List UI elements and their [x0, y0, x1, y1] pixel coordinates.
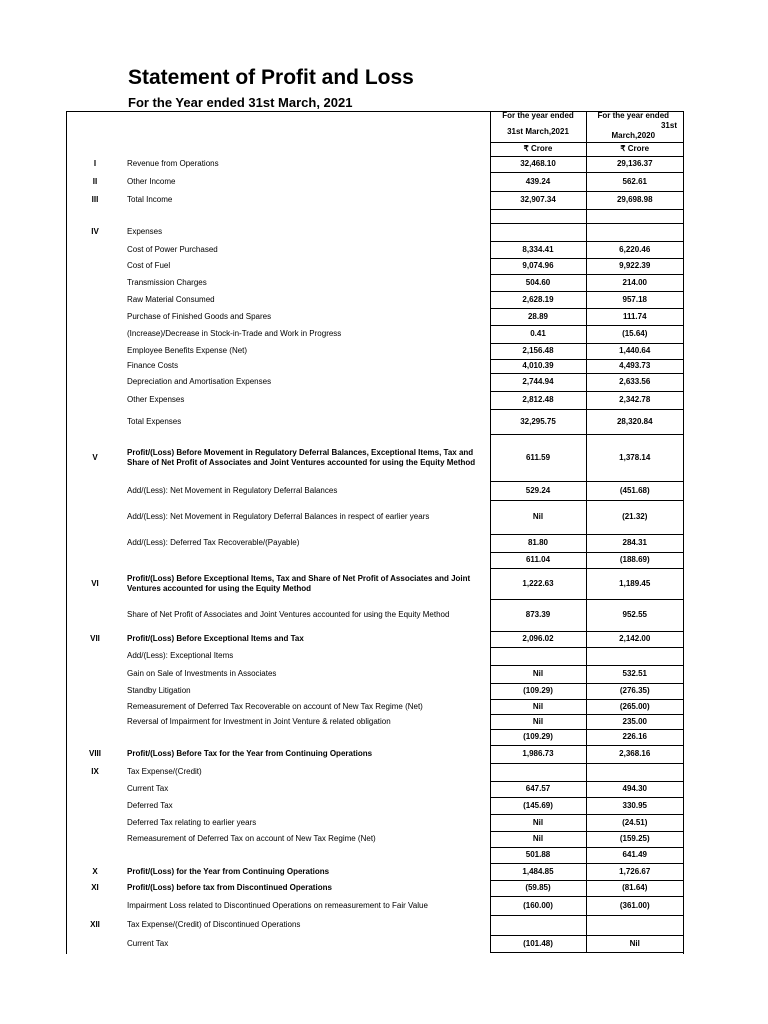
row-particulars: Current Tax — [127, 784, 169, 793]
header-previous-line1: For the year ended — [597, 111, 670, 120]
row-number — [66, 896, 124, 915]
table-row — [66, 481, 683, 500]
row-current-value: 32,907.34 — [490, 191, 586, 209]
unit-current: ₹ Crore — [490, 142, 586, 156]
row-previous-value: (451.68) — [586, 481, 683, 500]
row-number — [66, 209, 124, 223]
row-previous-value: 29,698.98 — [586, 191, 683, 209]
row-previous-value: 494.30 — [586, 781, 683, 797]
row-number — [66, 831, 124, 847]
row-current-value: 8,334.41 — [490, 241, 586, 258]
table-row — [66, 359, 683, 373]
row-particulars: Raw Material Consumed — [127, 294, 215, 304]
row-number: III — [91, 195, 99, 204]
row-particulars: Profit/(Loss) Before Tax for the Year from Continuing Operations — [127, 749, 373, 758]
row-particulars — [124, 209, 490, 223]
table-row — [66, 500, 683, 534]
table-row — [66, 552, 683, 568]
header-previous-line3: March,2020 — [611, 131, 656, 140]
row-number — [66, 683, 124, 699]
header-current-line1: For the year ended — [502, 111, 574, 120]
page-title: Statement of Profit and Loss — [128, 66, 414, 89]
row-number — [66, 552, 124, 568]
table-row — [66, 763, 683, 781]
table-row — [66, 156, 683, 172]
table-row — [66, 599, 683, 631]
table-row — [66, 373, 683, 391]
row-current-value: 2,744.94 — [490, 373, 586, 391]
row-particulars: Cost of Fuel — [127, 261, 171, 270]
row-previous-value: 1,440.64 — [586, 343, 683, 359]
row-particulars: Add/(Less): Net Movement in Regulatory Deferral Balances — [127, 485, 338, 495]
row-number — [66, 599, 124, 631]
row-current-value — [490, 223, 586, 241]
row-current-value: 32,295.75 — [490, 409, 586, 434]
row-particulars: Reversal of Impairment for Investment in Joint Venture & related obligation — [127, 716, 391, 726]
row-particulars: Expenses — [127, 227, 163, 236]
table-row — [66, 935, 683, 952]
row-previous-value: (81.64) — [586, 880, 683, 896]
table-row — [66, 831, 683, 847]
row-particulars: Revenue from Operations — [127, 159, 219, 168]
row-number: V — [92, 452, 98, 462]
row-number: IV — [91, 227, 99, 236]
row-current-value: (145.69) — [490, 797, 586, 814]
row-particulars: Tax Expense/(Credit) of Discontinued Operations — [127, 920, 301, 929]
table-row — [66, 209, 683, 223]
row-previous-value — [586, 763, 683, 781]
row-number — [66, 481, 124, 500]
row-previous-value: Nil — [586, 935, 683, 952]
row-number — [66, 241, 124, 258]
table-row — [66, 391, 683, 409]
table-row — [66, 274, 683, 291]
row-particulars: Tax Expense/(Credit) — [127, 767, 202, 776]
row-previous-value: (24.51) — [586, 814, 683, 831]
row-particulars: Cost of Power Purchased — [127, 244, 218, 254]
row-previous-value: 2,342.78 — [586, 391, 683, 409]
row-current-value: 611.59 — [490, 434, 586, 481]
table-row — [66, 291, 683, 308]
row-previous-value: 532.51 — [586, 665, 683, 683]
row-current-value: 0.41 — [490, 325, 586, 343]
row-previous-value: 111.74 — [586, 308, 683, 325]
table-row — [66, 863, 683, 880]
row-particulars: Purchase of Finished Goods and Spares — [127, 311, 272, 321]
row-particulars — [124, 847, 490, 863]
row-number: VI — [91, 578, 99, 588]
row-number — [66, 373, 124, 391]
row-previous-value — [586, 915, 683, 935]
table-row — [66, 631, 683, 647]
row-current-value: 501.88 — [490, 847, 586, 863]
row-previous-value: 562.61 — [586, 172, 683, 191]
row-number: VIII — [88, 749, 101, 758]
row-current-value: 28.89 — [490, 308, 586, 325]
table-row — [66, 308, 683, 325]
row-number — [66, 391, 124, 409]
table-row — [66, 325, 683, 343]
row-particulars: Add/(Less): Exceptional Items — [127, 651, 234, 660]
row-number — [66, 814, 124, 831]
row-current-value: 504.60 — [490, 274, 586, 291]
row-previous-value: 235.00 — [586, 714, 683, 729]
row-previous-value: 226.16 — [586, 729, 683, 745]
table-row — [66, 880, 683, 896]
table-row — [66, 814, 683, 831]
row-number — [66, 291, 124, 308]
row-particulars: Impairment Loss related to Discontinued Operations on remeasurement to Fair Value — [127, 900, 428, 910]
row-particulars: Add/(Less): Net Movement in Regulatory Deferral Balances in respect of earlier years — [127, 512, 430, 521]
row-previous-value: 6,220.46 — [586, 241, 683, 258]
row-current-value: 2,096.02 — [490, 631, 586, 647]
table-row — [66, 915, 683, 935]
row-particulars: Deferred Tax relating to earlier years — [127, 817, 257, 827]
row-number: VII — [90, 634, 100, 643]
row-current-value: Nil — [490, 500, 586, 534]
row-previous-value: 4,493.73 — [586, 359, 683, 373]
row-particulars: Depreciation and Amortisation Expenses — [127, 377, 272, 386]
row-current-value: (109.29) — [490, 729, 586, 745]
row-current-value: Nil — [490, 699, 586, 714]
row-particulars: (Increase)/Decrease in Stock-in-Trade and Work in Progress — [127, 329, 342, 338]
row-previous-value: 952.55 — [586, 599, 683, 631]
table-row — [66, 223, 683, 241]
row-previous-value: 214.00 — [586, 274, 683, 291]
row-previous-value: (15.64) — [586, 325, 683, 343]
row-previous-value: (21.32) — [586, 500, 683, 534]
profit-loss-table — [66, 111, 683, 953]
row-previous-value: 284.31 — [586, 534, 683, 552]
row-number — [66, 258, 124, 274]
table-row — [66, 665, 683, 683]
table-row — [66, 191, 683, 209]
unit-previous: ₹ Crore — [586, 142, 683, 156]
row-number — [66, 665, 124, 683]
row-particulars: Share of Net Profit of Associates and Joint Ventures accounted for using the Equity Method — [127, 610, 450, 619]
row-current-value — [490, 763, 586, 781]
row-number — [66, 847, 124, 863]
row-number: X — [92, 866, 98, 876]
row-previous-value: (265.00) — [586, 699, 683, 714]
row-current-value: (101.48) — [490, 935, 586, 952]
row-previous-value: (361.00) — [586, 896, 683, 915]
table-row — [66, 714, 683, 729]
row-number — [66, 714, 124, 729]
row-current-value: (109.29) — [490, 683, 586, 699]
row-current-value: (59.85) — [490, 880, 586, 896]
table-row — [66, 729, 683, 745]
row-particulars: Other Income — [127, 176, 176, 186]
row-current-value: 529.24 — [490, 481, 586, 500]
row-particulars: Standby Litigation — [127, 686, 191, 695]
row-particulars: Profit/(Loss) Before Exceptional Items, Tax and Share of Net Profit of Associates and Joint Ventures accounted for using the Equity Method — [127, 573, 471, 593]
row-number — [66, 729, 124, 745]
row-particulars: Current Tax — [127, 938, 169, 948]
table-row — [66, 647, 683, 665]
row-number — [66, 325, 124, 343]
row-particulars: Total Expenses — [127, 416, 182, 426]
header-row — [66, 111, 683, 142]
table-row — [66, 343, 683, 359]
row-number — [66, 797, 124, 814]
row-current-value: Nil — [490, 714, 586, 729]
row-particulars: Profit/(Loss) before tax from Discontinued Operations — [127, 883, 332, 892]
table-row — [66, 797, 683, 814]
row-previous-value: (276.35) — [586, 683, 683, 699]
page-subtitle: For the Year ended 31st March, 2021 — [128, 95, 353, 110]
row-current-value: 9,074.96 — [490, 258, 586, 274]
row-number: XII — [90, 920, 100, 929]
row-particulars: Add/(Less): Deferred Tax Recoverable/(Payable) — [127, 538, 300, 547]
row-number — [66, 343, 124, 359]
row-previous-value — [586, 209, 683, 223]
row-particulars: Gain on Sale of Investments in Associates — [127, 669, 277, 678]
table-row — [66, 258, 683, 274]
row-current-value — [490, 915, 586, 935]
row-previous-value: (159.25) — [586, 831, 683, 847]
header-current-line2: 31st March,2021 — [507, 127, 569, 136]
row-particulars: Profit/(Loss) Before Exceptional Items and Tax — [127, 634, 304, 643]
row-current-value: 1,484.85 — [490, 863, 586, 880]
row-number — [66, 274, 124, 291]
row-current-value: 611.04 — [490, 552, 586, 568]
row-particulars: Remeasurement of Deferred Tax on account of New Tax Regime (Net) — [127, 834, 376, 843]
table-row — [66, 409, 683, 434]
row-particulars: Finance Costs — [127, 361, 179, 370]
row-previous-value: 1,378.14 — [586, 434, 683, 481]
row-particulars: Profit/(Loss) for the Year from Continuing Operations — [127, 866, 330, 876]
row-number: IX — [91, 767, 99, 776]
row-previous-value: 957.18 — [586, 291, 683, 308]
row-previous-value: 1,726.67 — [586, 863, 683, 880]
header-previous-line2: 31st — [660, 121, 677, 130]
row-previous-value: 330.95 — [586, 797, 683, 814]
row-particulars: Other Expenses — [127, 395, 185, 404]
table-row — [66, 241, 683, 258]
header-current-year — [490, 111, 586, 142]
row-current-value: 4,010.39 — [490, 359, 586, 373]
row-particulars — [124, 729, 490, 745]
row-previous-value — [586, 647, 683, 665]
table-row — [66, 781, 683, 797]
table-row — [66, 434, 683, 481]
row-number — [66, 308, 124, 325]
row-current-value: 1,222.63 — [490, 568, 586, 599]
row-current-value: 2,628.19 — [490, 291, 586, 308]
header-previous-year — [586, 111, 683, 142]
row-particulars — [124, 552, 490, 568]
table-row — [66, 534, 683, 552]
row-number — [66, 935, 124, 952]
row-previous-value: 9,922.39 — [586, 258, 683, 274]
row-previous-value: 641.49 — [586, 847, 683, 863]
row-previous-value: 28,320.84 — [586, 409, 683, 434]
row-particulars: Profit/(Loss) Before Movement in Regulatory Deferral Balances, Exceptional Items, Tax and Share of Net Profit of Associates and Joint Ventures accounted for using the Equity Method — [127, 447, 476, 467]
table-row — [66, 683, 683, 699]
row-current-value: 2,812.48 — [490, 391, 586, 409]
row-particulars: Transmission Charges — [127, 277, 207, 287]
row-number — [66, 781, 124, 797]
row-number: XI — [91, 883, 99, 892]
table-row — [66, 699, 683, 714]
table-row — [66, 896, 683, 915]
row-current-value — [490, 209, 586, 223]
row-previous-value — [586, 223, 683, 241]
row-previous-value: 2,142.00 — [586, 631, 683, 647]
row-previous-value: 2,633.56 — [586, 373, 683, 391]
row-previous-value: (188.69) — [586, 552, 683, 568]
row-particulars: Deferred Tax — [127, 800, 173, 810]
row-number — [66, 647, 124, 665]
unit-particulars-cell — [124, 142, 490, 156]
row-current-value: 873.39 — [490, 599, 586, 631]
unit-row — [66, 142, 683, 156]
row-number: II — [92, 176, 98, 186]
row-number: I — [93, 159, 97, 168]
row-current-value — [490, 647, 586, 665]
row-number — [66, 359, 124, 373]
table-row — [66, 847, 683, 863]
row-particulars: Total Income — [127, 195, 173, 204]
table-row — [66, 568, 683, 599]
row-previous-value: 1,189.45 — [586, 568, 683, 599]
row-number — [66, 699, 124, 714]
row-previous-value: 29,136.37 — [586, 156, 683, 172]
row-current-value: 647.57 — [490, 781, 586, 797]
row-current-value: (160.00) — [490, 896, 586, 915]
row-number — [66, 500, 124, 534]
header-no-cell — [66, 111, 124, 142]
table-row — [66, 745, 683, 763]
row-number — [66, 409, 124, 434]
row-number — [66, 534, 124, 552]
row-current-value: 2,156.48 — [490, 343, 586, 359]
unit-no-cell — [66, 142, 124, 156]
row-previous-value: 2,368.16 — [586, 745, 683, 763]
row-current-value: Nil — [490, 665, 586, 683]
row-current-value: Nil — [490, 831, 586, 847]
row-particulars: Remeasurement of Deferred Tax Recoverable on account of New Tax Regime (Net) — [127, 701, 423, 711]
table-row — [66, 172, 683, 191]
row-particulars: Employee Benefits Expense (Net) — [127, 346, 248, 355]
row-current-value: 32,468.10 — [490, 156, 586, 172]
row-current-value: 1,986.73 — [490, 745, 586, 763]
row-current-value: Nil — [490, 814, 586, 831]
header-particulars-cell — [124, 111, 490, 142]
row-current-value: 81.80 — [490, 534, 586, 552]
row-current-value: 439.24 — [490, 172, 586, 191]
